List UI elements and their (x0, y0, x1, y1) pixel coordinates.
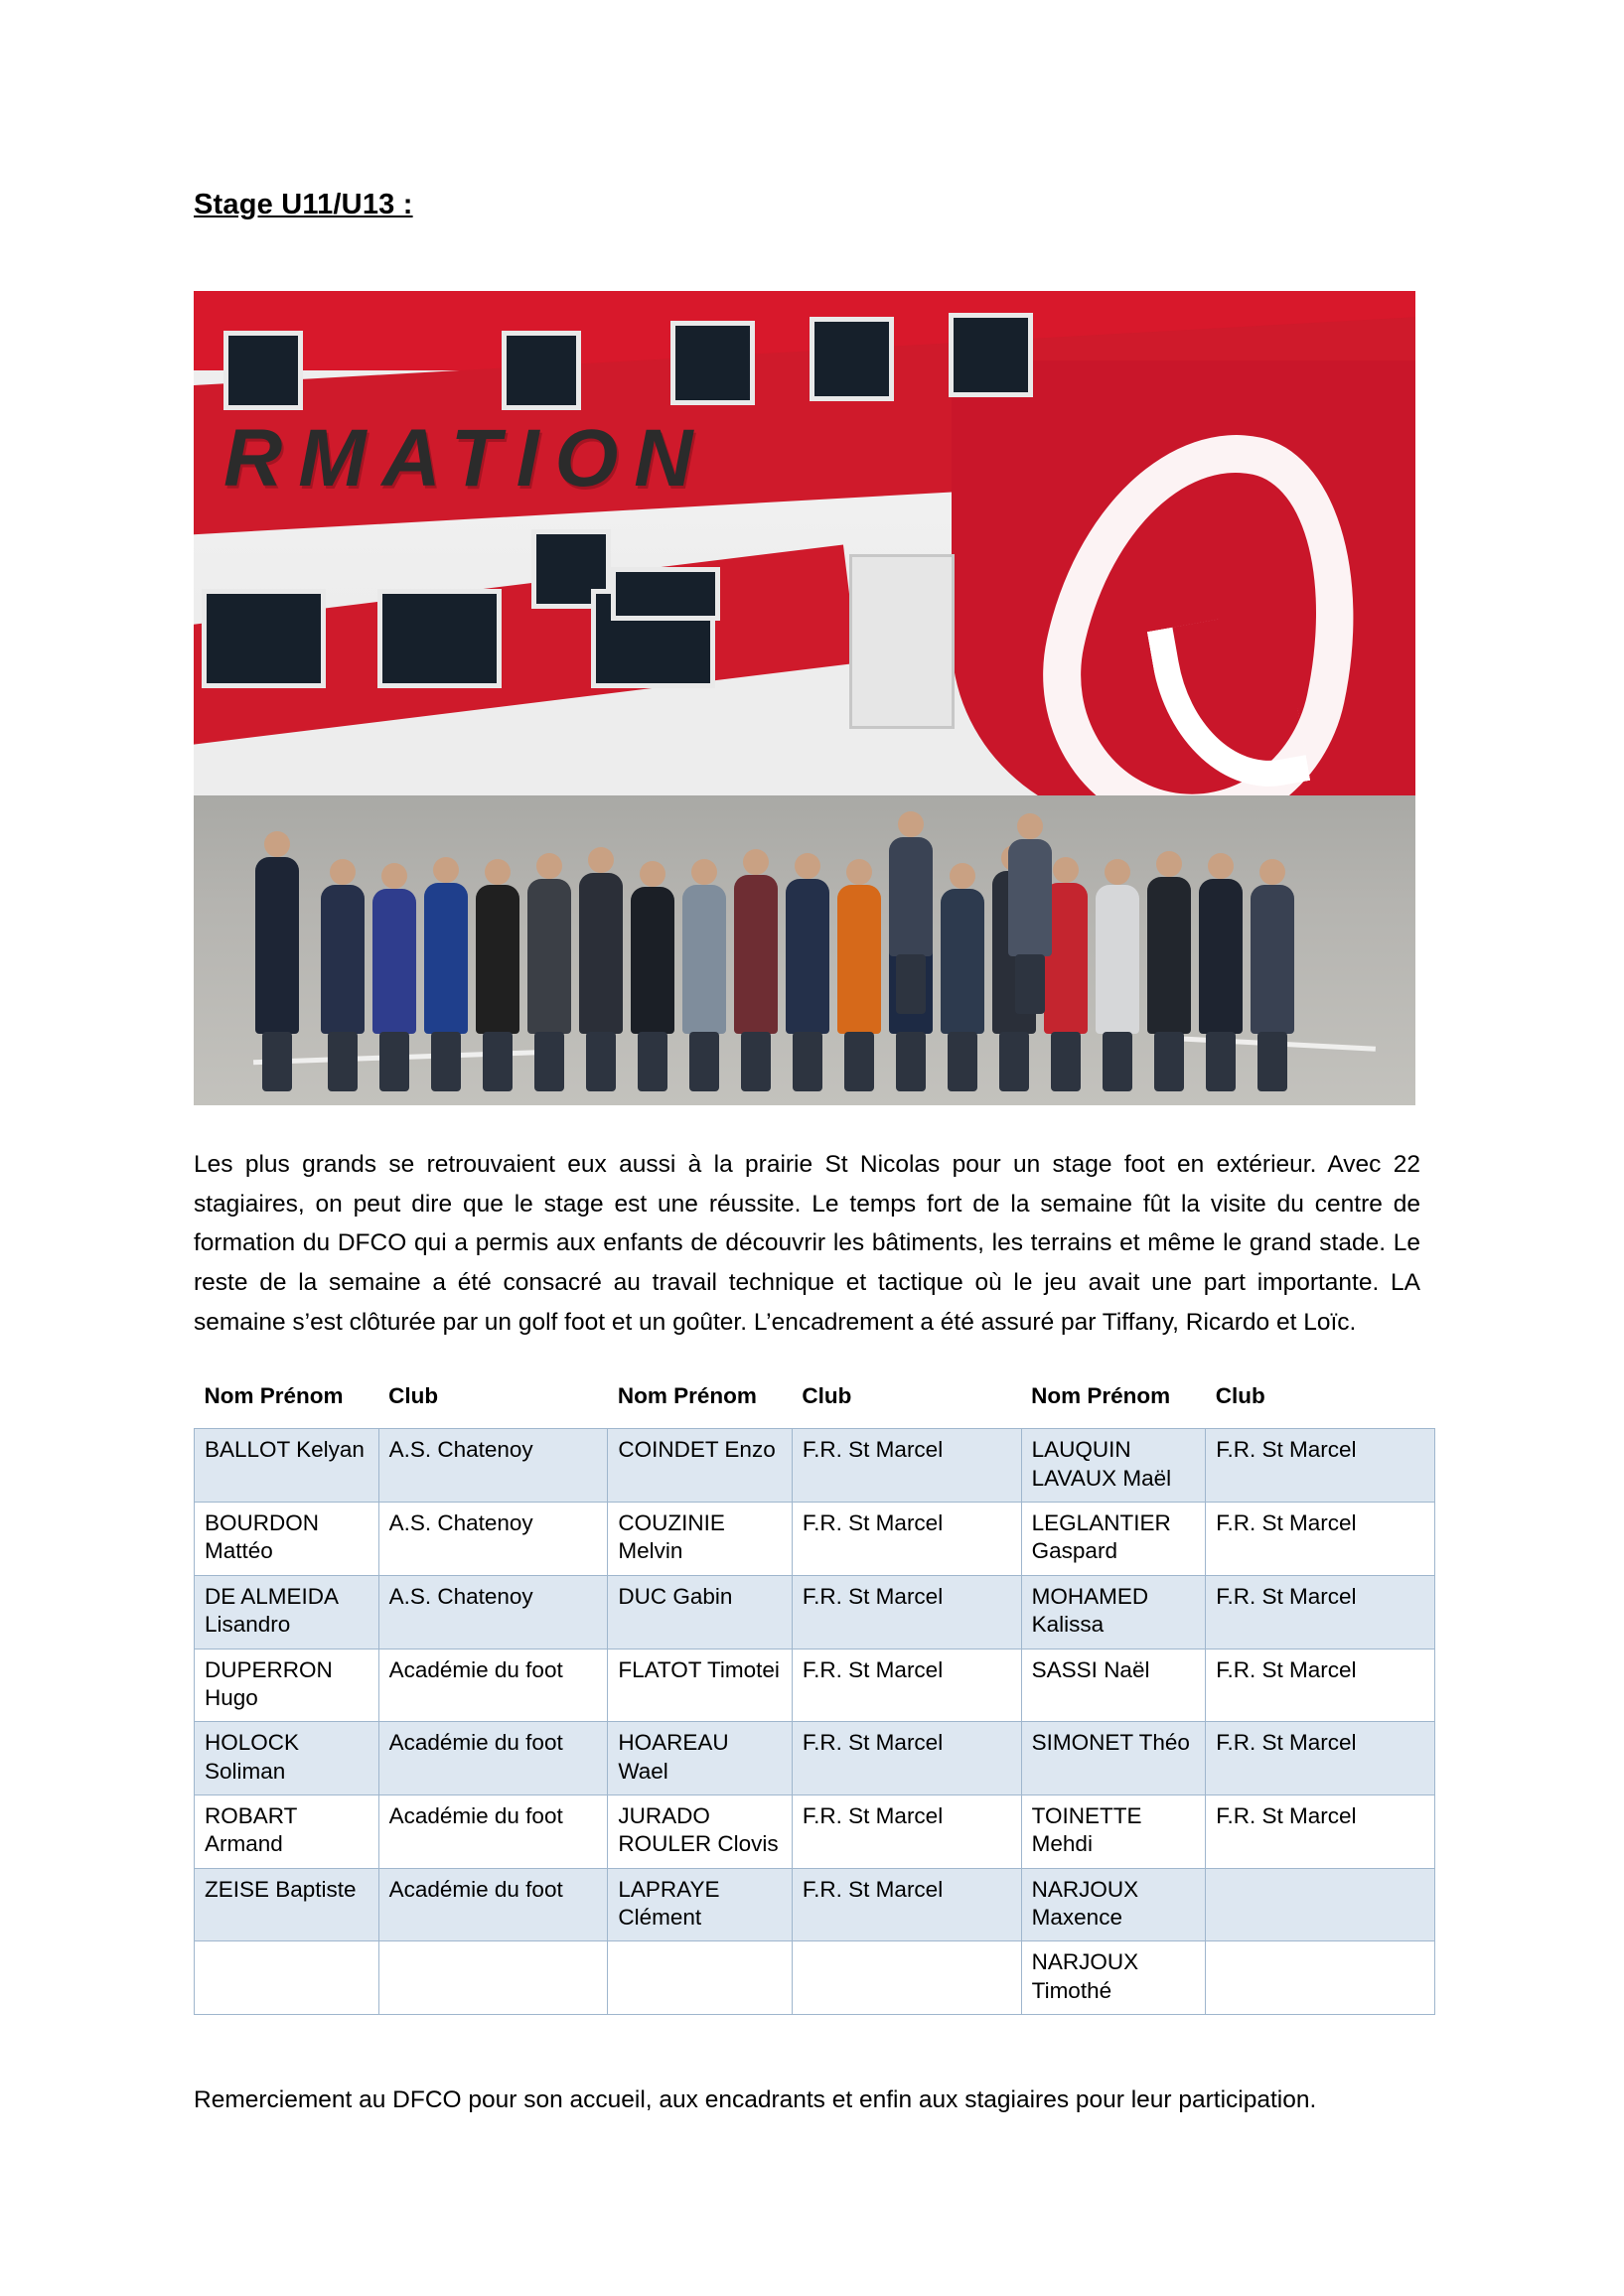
cell-club: F.R. St Marcel (792, 1722, 1021, 1795)
photo-window (223, 331, 303, 410)
cell-name: HOLOCK Soliman (195, 1722, 379, 1795)
cell-name: MOHAMED Kalissa (1021, 1575, 1206, 1649)
photo-person (527, 879, 571, 1034)
table-row (195, 1722, 1435, 1795)
cell-name: NARJOUX Timothé (1021, 1941, 1206, 2015)
cell-name: HOAREAU Wael (608, 1722, 793, 1795)
cell-club: Académie du foot (378, 1649, 608, 1722)
cell-club: F.R. St Marcel (1206, 1722, 1435, 1795)
cell-club: F.R. St Marcel (792, 1794, 1021, 1868)
photo-person (734, 875, 778, 1034)
cell-club: F.R. St Marcel (1206, 1429, 1435, 1503)
cell-club: A.S. Chatenoy (378, 1575, 608, 1649)
cell-name: FLATOT Timotei (608, 1649, 793, 1722)
table-row (195, 1868, 1435, 1941)
cell-club: A.S. Chatenoy (378, 1429, 608, 1503)
cell-name: TOINETTE Mehdi (1021, 1794, 1206, 1868)
group-photo (194, 291, 1415, 1105)
photo-wall-text: RMATION (223, 413, 709, 503)
photo-window (202, 589, 326, 688)
column-header-club-1: Club (378, 1375, 608, 1429)
table-row (195, 1649, 1435, 1722)
cell-name: DUC Gabin (608, 1575, 793, 1649)
page-title: Stage U11/U13 : (194, 189, 413, 220)
column-header-name-1: Nom Prénom (195, 1375, 379, 1429)
cell-club: F.R. St Marcel (1206, 1575, 1435, 1649)
table-row (195, 1503, 1435, 1576)
cell-club (1206, 1941, 1435, 2015)
table-header-row (195, 1375, 1435, 1429)
article-paragraph: Les plus grands se retrouvaient eux aussi à la prairie St Nicolas pour un stage foot en extérieur. Avec 22 stagiaires, on peut dire que le stage est une réussite. Le temps fort de la semaine fût la visite du centre de formation du DFCO qui a permis aux enfants de découvrir les bâtiments, les terrains et même le grand stade. Le reste de la semaine a été consacré au travail technique et tactique où le jeu avait une part importante. LA semaine s’est clôturée par un golf foot et un goûter. L’encadrement a été assuré par Tiffany, Ricardo et Loïc. (194, 1151, 1420, 1336)
photo-window (502, 331, 581, 410)
photo-person (786, 879, 829, 1034)
photo-person (476, 885, 519, 1034)
cell-name: ROBART Armand (195, 1794, 379, 1868)
photo-person (579, 873, 623, 1034)
table-row (195, 1941, 1435, 2015)
photo-window (949, 313, 1033, 397)
cell-club: Académie du foot (378, 1794, 608, 1868)
column-header-name-3: Nom Prénom (1021, 1375, 1206, 1429)
cell-name: ZEISE Baptiste (195, 1868, 379, 1941)
cell-name: SASSI Naël (1021, 1649, 1206, 1722)
photo-person (631, 887, 674, 1034)
cell-name: NARJOUX Maxence (1021, 1868, 1206, 1941)
column-header-name-2: Nom Prénom (608, 1375, 793, 1429)
cell-club: Académie du foot (378, 1722, 608, 1795)
photo-person (1096, 885, 1139, 1034)
cell-club (378, 1941, 608, 2015)
cell-club: F.R. St Marcel (1206, 1794, 1435, 1868)
cell-name: DUPERRON Hugo (195, 1649, 379, 1722)
cell-name: BALLOT Kelyan (195, 1429, 379, 1503)
photo-person (255, 857, 299, 1034)
cell-club (1206, 1868, 1435, 1941)
table-row (195, 1429, 1435, 1503)
photo-content (194, 291, 1415, 1105)
photo-window (810, 317, 894, 401)
cell-name (608, 1941, 793, 2015)
photo-person (941, 889, 984, 1034)
cell-name: LAPRAYE Clément (608, 1868, 793, 1941)
photo-window (377, 589, 502, 688)
cell-club: F.R. St Marcel (1206, 1503, 1435, 1576)
roster-table (194, 1375, 1435, 2015)
table-row (195, 1575, 1435, 1649)
column-header-club-2: Club (792, 1375, 1021, 1429)
photo-person (889, 837, 933, 956)
photo-person (321, 885, 365, 1034)
photo-person (1008, 839, 1052, 956)
photo-window (670, 321, 755, 405)
photo-person (372, 889, 416, 1034)
cell-club: F.R. St Marcel (792, 1868, 1021, 1941)
table-row (195, 1794, 1435, 1868)
photo-person (837, 885, 881, 1034)
cell-name: LAUQUIN LAVAUX Maël (1021, 1429, 1206, 1503)
cell-club: F.R. St Marcel (792, 1503, 1021, 1576)
cell-club: F.R. St Marcel (1206, 1649, 1435, 1722)
cell-name: BOURDON Mattéo (195, 1503, 379, 1576)
photo-door (849, 554, 955, 729)
cell-name: COUZINIE Melvin (608, 1503, 793, 1576)
cell-club: F.R. St Marcel (792, 1649, 1021, 1722)
photo-person (1199, 879, 1243, 1034)
photo-person (1147, 877, 1191, 1034)
cell-name: JURADO ROULER Clovis (608, 1794, 793, 1868)
cell-name: COINDET Enzo (608, 1429, 793, 1503)
photo-person (682, 885, 726, 1034)
cell-name (195, 1941, 379, 2015)
cell-club: F.R. St Marcel (792, 1575, 1021, 1649)
photo-person (1251, 885, 1294, 1034)
cell-name: DE ALMEIDA Lisandro (195, 1575, 379, 1649)
closing-paragraph: Remerciement au DFCO pour son accueil, aux encadrants et enfin aux stagiaires pour leur participation. (194, 2085, 1317, 2113)
photo-window (611, 567, 720, 621)
cell-club: Académie du foot (378, 1868, 608, 1941)
cell-club: A.S. Chatenoy (378, 1503, 608, 1576)
photo-person (424, 883, 468, 1034)
cell-name: SIMONET Théo (1021, 1722, 1206, 1795)
column-header-club-3: Club (1206, 1375, 1435, 1429)
cell-name: LEGLANTIER Gaspard (1021, 1503, 1206, 1576)
cell-club: F.R. St Marcel (792, 1429, 1021, 1503)
cell-club (792, 1941, 1021, 2015)
